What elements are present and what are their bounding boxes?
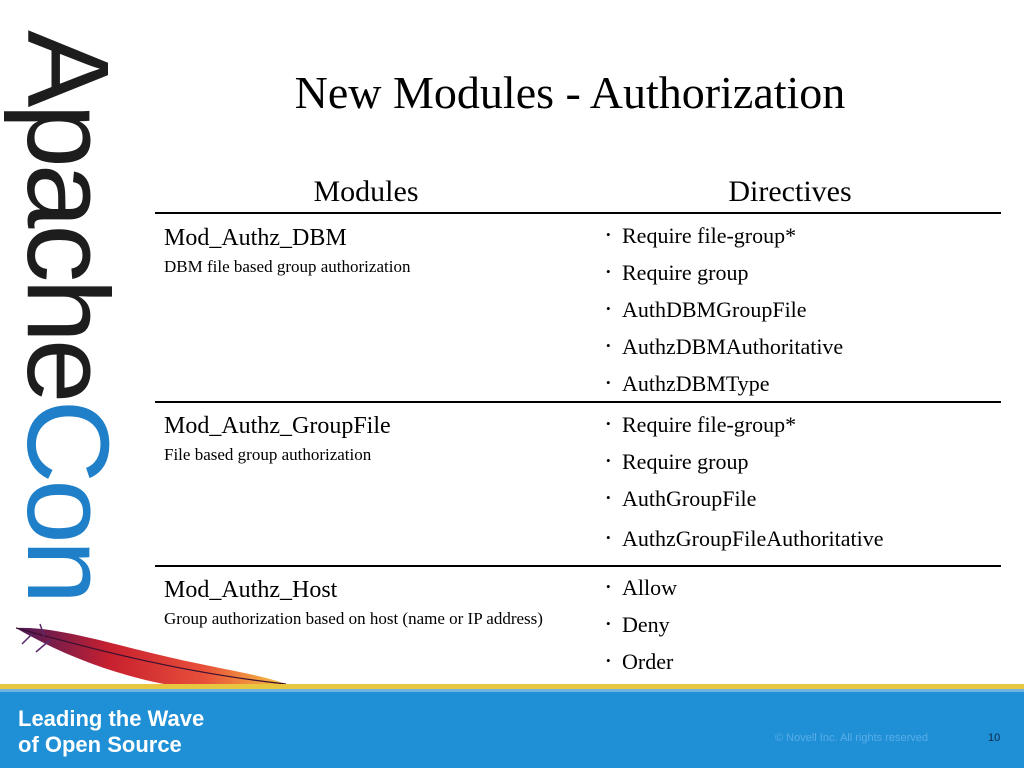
bullet-icon: • bbox=[606, 374, 611, 390]
directive-item: • AuthDBMGroupFile bbox=[606, 297, 807, 322]
directive-item: • Require group bbox=[606, 449, 749, 474]
header-modules: Modules bbox=[313, 175, 419, 208]
directive-item: • AuthzDBMAuthoritative bbox=[606, 334, 844, 359]
table-row-rule bbox=[155, 401, 1001, 403]
bullet-icon: • bbox=[606, 263, 611, 279]
module-description: File based group authorization bbox=[164, 445, 372, 464]
module-description: DBM file based group authorization bbox=[164, 257, 411, 276]
table-header-rule bbox=[155, 212, 1001, 214]
bullet-icon: • bbox=[606, 489, 611, 505]
logo-apache-text: Apache bbox=[3, 30, 133, 400]
directive-item: • Deny bbox=[606, 612, 670, 637]
directive-item: • Order bbox=[606, 649, 674, 674]
directive-item: • AuthzGroupFileAuthoritative bbox=[606, 526, 884, 551]
directive-item: • Require file-group* bbox=[606, 412, 797, 437]
slide-title: New Modules - Authorization bbox=[294, 67, 846, 118]
directive-item: • AuthGroupFile bbox=[606, 486, 757, 511]
table-row-rule bbox=[155, 565, 1001, 567]
footer-tagline bbox=[18, 706, 204, 758]
bullet-icon: • bbox=[606, 615, 611, 631]
module-description: Group authorization based on host (name or IP address) bbox=[164, 609, 543, 628]
bullet-icon: • bbox=[606, 415, 611, 431]
bullet-icon: • bbox=[606, 652, 611, 668]
bullet-icon: • bbox=[606, 452, 611, 468]
directive-item: • Allow bbox=[606, 575, 677, 600]
page-number: 10 bbox=[988, 732, 1001, 744]
bullet-icon: • bbox=[606, 337, 611, 353]
module-name: Mod_Authz_Host bbox=[164, 577, 338, 603]
tagline-line1: Leading the Wave bbox=[18, 706, 205, 731]
bullet-icon: • bbox=[606, 529, 611, 545]
copyright-notice: © Novell Inc. All rights reserved bbox=[775, 732, 928, 744]
bullet-icon: • bbox=[606, 300, 611, 316]
apachecon-logo bbox=[3, 30, 133, 601]
header-directives: Directives bbox=[728, 175, 852, 208]
bullet-icon: • bbox=[606, 578, 611, 594]
directive-item: • Require file-group* bbox=[606, 223, 797, 248]
directive-item: • Require group bbox=[606, 260, 749, 285]
module-name: Mod_Authz_DBM bbox=[164, 225, 347, 251]
module-name: Mod_Authz_GroupFile bbox=[164, 413, 391, 439]
logo-con-text: Con bbox=[3, 399, 133, 601]
directive-item: • AuthzDBMType bbox=[606, 371, 770, 396]
bullet-icon: • bbox=[606, 226, 611, 242]
tagline-line2: of Open Source bbox=[18, 732, 182, 757]
